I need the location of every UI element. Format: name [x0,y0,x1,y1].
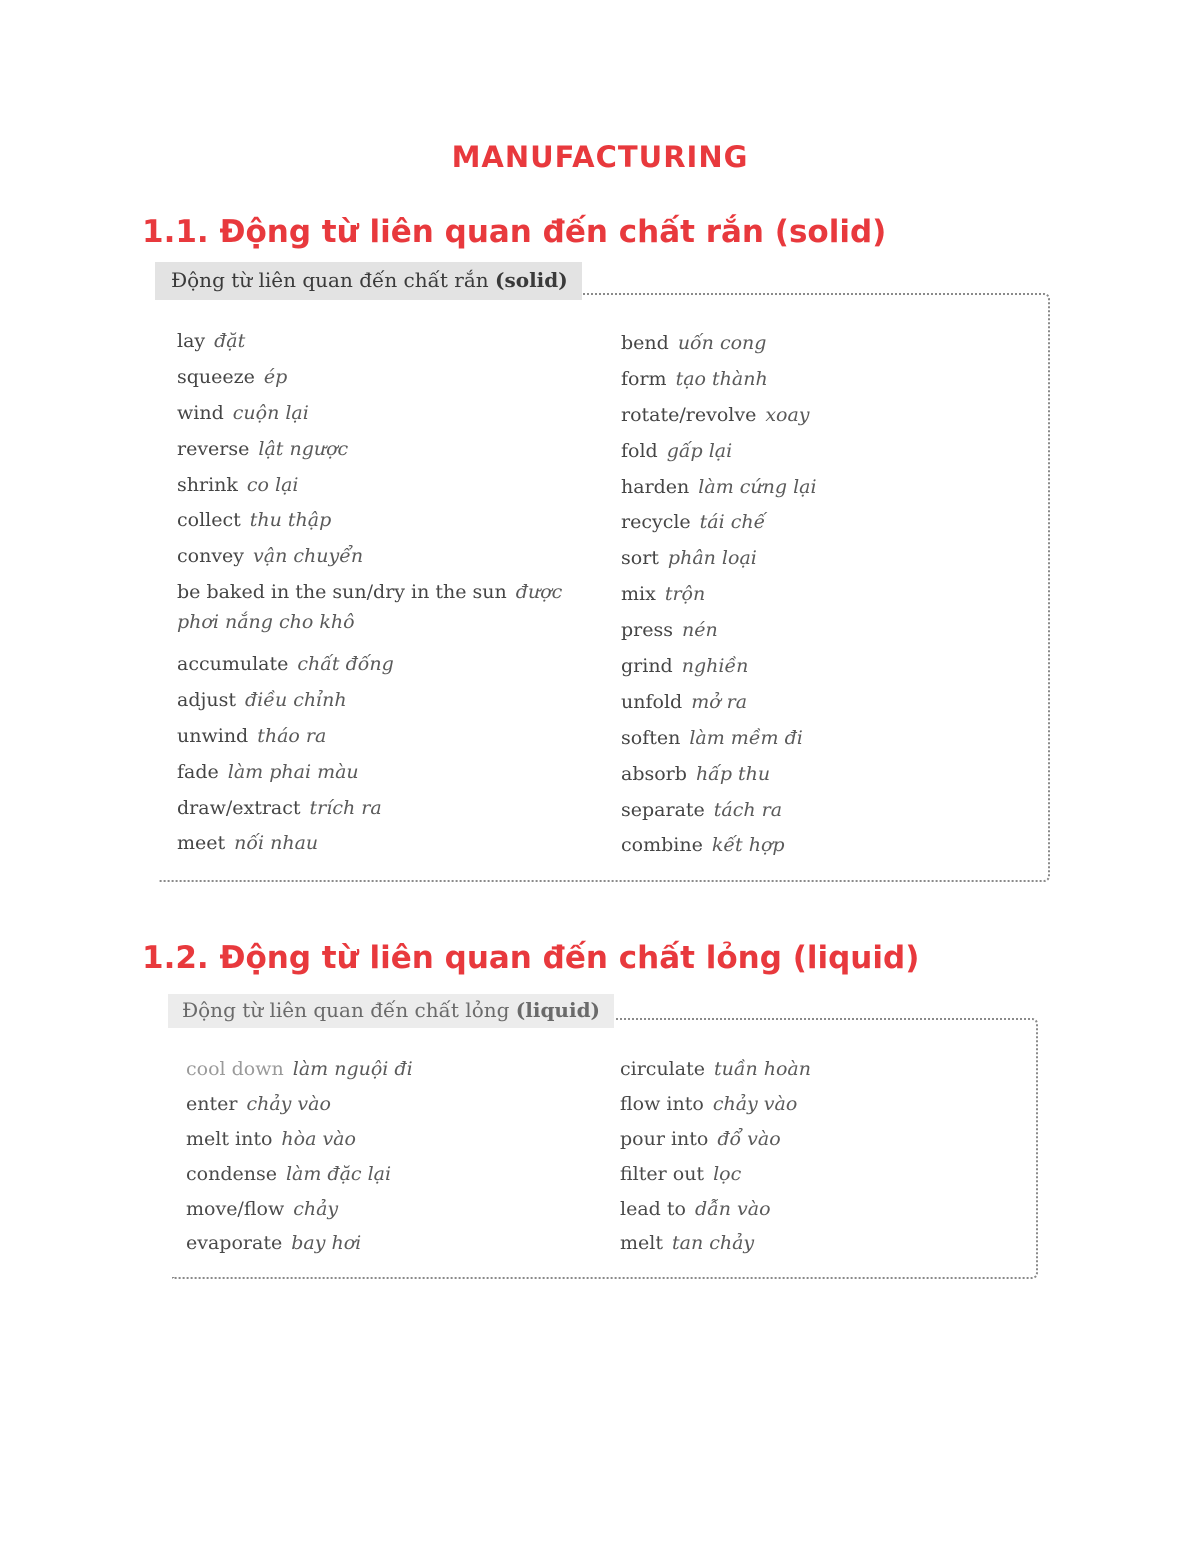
vocab-english: recycle [621,511,691,534]
vocab-vietnamese: chảy vào [712,1092,798,1115]
vocab-english: mix [621,583,656,606]
vocab-english: unwind [177,724,249,747]
vocab-english: pour into [620,1127,709,1150]
vocab-item [621,364,1041,400]
box-label-text: Động từ liên quan đến chất lỏng [182,998,510,1022]
vocab-vietnamese: trích ra [309,796,382,819]
vocab-item [177,721,597,757]
vocab-item [620,1124,1020,1159]
vocab-item [620,1089,1020,1124]
vocab-vietnamese: đổ vào [717,1127,781,1150]
vocab-vietnamese: tái chế [699,511,766,534]
vocab-vietnamese: lọc [713,1162,742,1185]
vocab-item [621,830,1041,866]
vocab-english: move/flow [186,1197,285,1220]
vocab-item [186,1089,606,1124]
vocab-item [177,398,597,434]
vocab-english: evaporate [186,1232,283,1255]
vocab-english: shrink [177,473,238,496]
vocab-vietnamese: dẫn vào [694,1197,771,1220]
vocab-vietnamese: co lại [246,473,299,496]
vocab-item [177,828,597,864]
vocab-vietnamese: làm cứng lại [698,475,817,498]
vocab-vietnamese: làm phai màu [227,760,359,783]
vocab-english: bend [621,332,669,354]
vocab-english: filter out [620,1162,705,1185]
vocab-vietnamese: xoay [765,403,810,426]
vocab-item [177,326,597,362]
vocab-english: separate [621,798,705,821]
vocab-item [620,1159,1020,1194]
vocab-english: reverse [177,437,250,460]
vocab-english: rotate/revolve [621,403,757,426]
vocab-vietnamese: làm đặc lại [285,1162,392,1185]
vocab-item [621,543,1041,579]
vocab-vietnamese: điều chỉnh [245,688,347,711]
vocab-list-right [621,328,1041,866]
vocab-english: circulate [620,1058,705,1080]
vocab-item [620,1054,1020,1089]
vocab-vietnamese: bay hơi [291,1232,362,1255]
vocab-item [177,757,597,793]
vocab-english: absorb [621,762,687,785]
vocab-english: cool down [186,1058,284,1080]
vocab-vietnamese: làm nguội đi [292,1058,413,1080]
vocab-english: be baked in the sun/dry in the sun [177,581,507,604]
box-label-liquid [168,994,614,1028]
vocab-item [186,1159,606,1194]
vocab-item [621,687,1041,723]
vocab-english: harden [621,475,690,498]
vocab-vietnamese: chảy [293,1197,339,1220]
vocab-list-right [620,1054,1020,1263]
vocab-vietnamese: phân loại [667,547,757,570]
vocab-english: fade [177,760,219,783]
vocab-english: condense [186,1162,277,1185]
vocab-item [186,1124,606,1159]
vocab-vietnamese: mở ra [691,690,748,713]
vocab-vietnamese: kết hợp [711,834,785,857]
vocab-english: melt into [186,1127,273,1150]
vocab-list-left [186,1054,606,1263]
vocab-vietnamese: được phơi nắng cho khô [177,581,563,634]
vocab-item [621,400,1041,436]
vocab-vietnamese: nghiền [681,655,749,678]
vocab-english: soften [621,726,681,749]
vocab-item [186,1228,606,1263]
vocab-item [177,505,597,541]
vocab-item [621,579,1041,615]
vocab-vietnamese: vận chuyển [253,545,364,568]
vocab-item [177,685,597,721]
vocab-english: lay [177,330,206,352]
vocab-item [177,649,597,685]
vocab-english: squeeze [177,365,255,388]
vocab-vietnamese: nối nhau [234,832,319,855]
box-label-keyword: (liquid) [515,998,601,1022]
vocab-vietnamese: tách ra [713,798,783,821]
vocab-vietnamese: chất đống [297,653,394,676]
vocab-item [186,1054,606,1089]
vocab-english: press [621,619,673,642]
vocab-vietnamese: trộn [664,583,706,606]
vocab-english: meet [177,832,226,855]
vocab-english: draw/extract [177,796,301,819]
vocab-vietnamese: lật ngược [258,437,349,460]
vocab-english: lead to [620,1197,686,1220]
vocab-vietnamese: làm mềm đi [689,726,803,749]
vocab-vietnamese: tạo thành [675,367,768,390]
vocab-vietnamese: gấp lại [666,439,733,462]
vocab-item [177,541,597,577]
vocab-item [621,795,1041,831]
vocab-list-left [177,326,597,864]
vocab-english: unfold [621,690,683,713]
vocab-english: form [621,367,667,390]
vocab-english: enter [186,1092,238,1115]
vocab-english: flow into [620,1092,704,1115]
vocab-english: fold [621,439,658,462]
vocab-item [177,793,597,829]
section-heading-liquid: 1.2. Động từ liên quan đến chất lỏng (liquid) [142,940,920,976]
box-label-solid [155,262,582,300]
vocab-box-solid [155,262,1050,882]
vocab-item [621,651,1041,687]
vocab-item [620,1228,1020,1263]
vocab-english: wind [177,401,224,424]
vocab-vietnamese: nén [682,619,718,642]
vocab-item [621,472,1041,508]
vocab-item [177,470,597,506]
vocab-box-liquid [168,994,1038,1279]
box-label-text: Động từ liên quan đến chất rắn [171,268,489,292]
vocab-vietnamese: hòa vào [281,1127,356,1150]
vocab-vietnamese: hấp thu [695,762,771,785]
vocab-item [177,577,577,649]
vocab-item [186,1194,606,1229]
vocab-item [621,436,1041,472]
vocab-item [620,1194,1020,1229]
vocab-vietnamese: thu thập [249,509,332,532]
vocab-vietnamese: chảy vào [246,1092,331,1115]
vocab-english: accumulate [177,653,289,676]
vocab-item [621,759,1041,795]
vocab-vietnamese: đặt [214,330,246,352]
vocab-english: collect [177,509,241,532]
document-title: MANUFACTURING [451,140,749,174]
vocab-item [621,723,1041,759]
box-label-keyword: (solid) [495,268,568,292]
vocab-item [177,434,597,470]
vocab-english: sort [621,547,659,570]
vocab-vietnamese: cuộn lại [232,401,309,424]
vocab-english: adjust [177,688,237,711]
vocab-item [621,328,1041,364]
section-heading-solid: 1.1. Động từ liên quan đến chất rắn (solid) [142,214,887,250]
vocab-vietnamese: uốn cong [677,332,767,354]
vocab-item [621,507,1041,543]
vocab-vietnamese: ép [263,365,288,388]
vocab-english: melt [620,1232,663,1255]
vocab-item [177,362,597,398]
vocab-english: convey [177,545,245,568]
vocab-english: grind [621,655,673,678]
vocab-vietnamese: tuần hoàn [713,1058,812,1080]
vocab-item [621,615,1041,651]
vocab-vietnamese: tháo ra [257,724,327,747]
vocab-english: combine [621,834,703,857]
vocab-vietnamese: tan chảy [671,1232,755,1255]
